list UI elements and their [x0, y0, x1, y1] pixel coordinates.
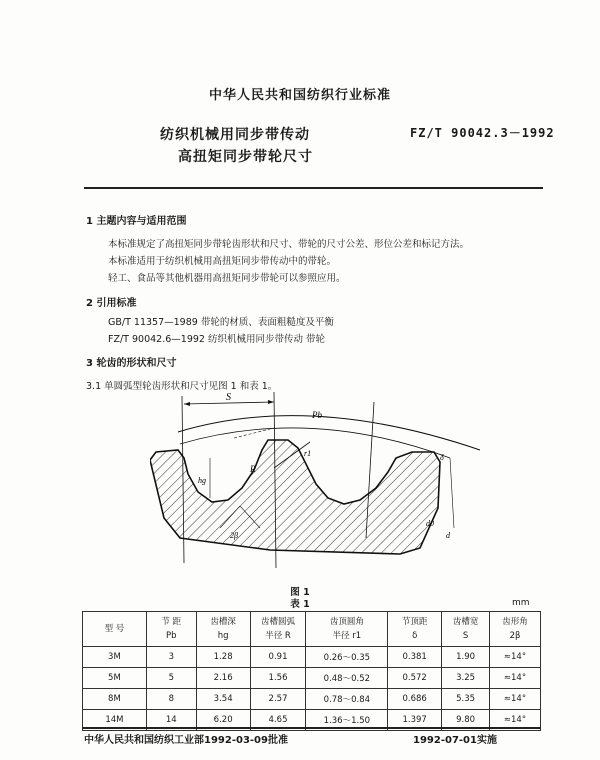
approval-note: 中华人民共和国纺织工业部1992-03-09批准: [84, 735, 288, 746]
table-row: 14M 14 6.20 4.65 1.36～1.50 1.397 9.80 ≈14°: [83, 710, 541, 731]
header-groove-radius: 齿槽圆弧 半径 R: [250, 612, 306, 647]
issuing-organization: 中华人民共和国纺织行业标准: [208, 88, 391, 103]
section-3-1-paragraph: 3.1 单圆弧型轮齿形状和尺寸见图 1 和表 1。: [86, 381, 278, 392]
label-r1: r1: [304, 449, 312, 458]
dimensions-table: [82, 611, 541, 731]
tooth-profile-figure: [150, 388, 490, 578]
reference-1: GB/T 11357—1989 带轮的材质、表面粗糙度及平衡: [108, 317, 334, 328]
pulley-body: [150, 440, 440, 554]
title-line-2: 高扭矩同步带轮尺寸: [178, 149, 313, 165]
table-row: 3M 3 1.28 0.91 0.26～0.35 0.381 1.90 ≈14°: [83, 647, 541, 668]
header-groove-depth: 齿槽深 hg: [196, 612, 250, 647]
label-two-beta: 2β: [230, 531, 238, 540]
footer-rule: [82, 727, 541, 729]
reference-2: FZ/T 90042.6—1992 纺织机械用同步带传动 带轮: [108, 334, 325, 345]
section-3-heading: 3 轮齿的形状和尺寸: [86, 358, 177, 369]
section-2-heading: 2 引用标准: [86, 298, 137, 309]
effective-date: 1992-07-01实施: [413, 735, 497, 746]
header-model: 型 号: [83, 612, 147, 647]
header-flank-angle: 齿形角 2β: [490, 612, 541, 647]
standard-code: FZ/T 90042.3－1992: [410, 126, 555, 140]
header-tip-radius: 齿顶圆角 半径 r1: [306, 612, 388, 647]
table-row: 5M 5 2.16 1.56 0.48～0.52 0.572 3.25 ≈14°: [83, 668, 541, 689]
section-1-paragraph-2: 本标准适用于纺织机械用高扭矩同步带传动中的带轮。: [108, 256, 337, 267]
label-delta: δ: [440, 453, 444, 462]
table-unit: mm: [512, 598, 530, 608]
header-rule: [84, 187, 543, 189]
header-groove-width: 齿槽宽 S: [442, 612, 490, 647]
title-line-1: 纺织机械用同步带传动: [160, 127, 310, 143]
header-pitch-line-diff: 节顶距 δ: [388, 612, 442, 647]
label-s: S: [226, 392, 231, 403]
pitch-arc: [178, 416, 480, 450]
header-pitch: 节 距 Pb: [146, 612, 196, 647]
table-caption: 表 1: [290, 599, 310, 610]
label-d: d: [446, 531, 450, 540]
section-1-paragraph-1: 本标准规定了高扭矩同步带轮齿形状和尺寸、带轮的尺寸公差、形位公差和标记方法。: [108, 239, 470, 250]
label-r: R: [250, 464, 256, 474]
section-1-heading: 1 主题内容与适用范围: [86, 216, 187, 227]
label-pb: Pb: [312, 410, 322, 420]
section-1-paragraph-3: 轻工、食品等其他机器用高扭矩同步带轮可以参照应用。: [108, 273, 346, 284]
table-header-row: [83, 612, 541, 647]
label-d0: d0: [426, 519, 434, 528]
label-hg: hg: [198, 476, 206, 485]
table-row: 8M 8 3.54 2.57 0.78～0.84 0.686 5.35 ≈14°: [83, 689, 541, 710]
figure-caption: 图 1: [290, 587, 310, 598]
